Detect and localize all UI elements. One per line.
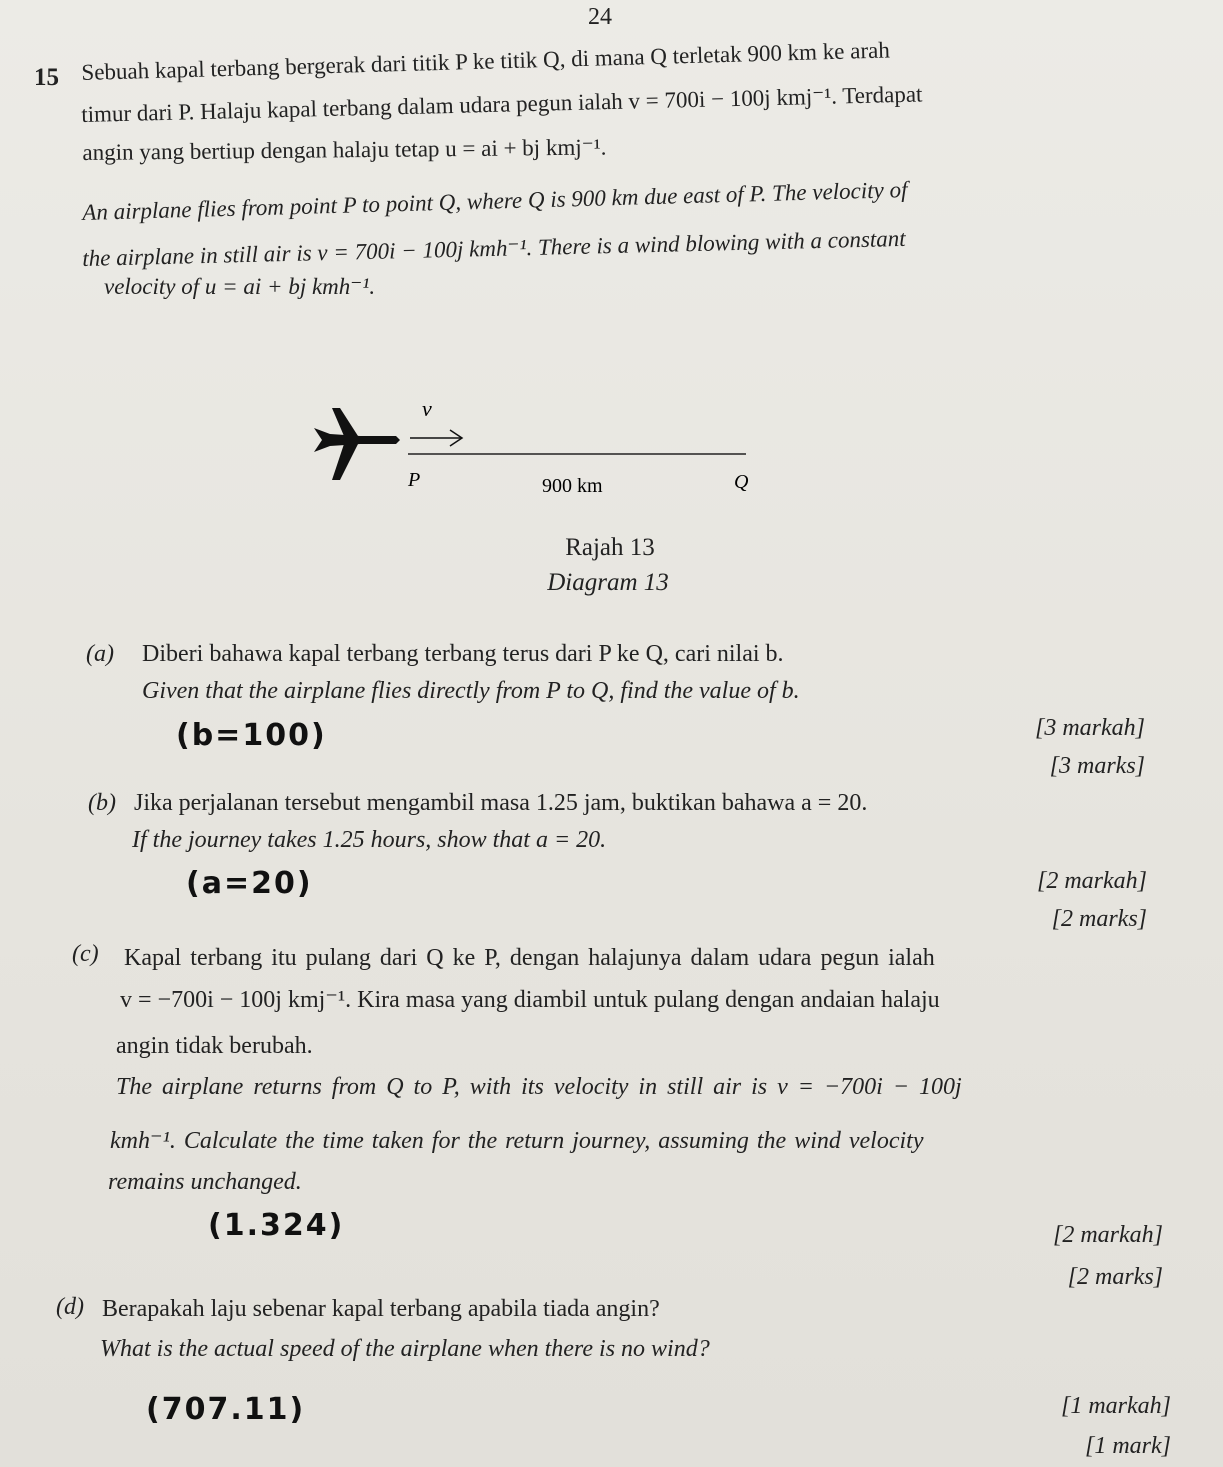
part-d-label: (d) bbox=[56, 1294, 84, 1320]
part-c-ms-line-1: Kapal terbang itu pulang dari Q ke P, dengan halajunya dalam udara pegun ialah bbox=[124, 945, 935, 971]
page-number: 24 bbox=[588, 4, 612, 30]
part-a-label: (a) bbox=[86, 641, 114, 667]
part-b-en: If the journey takes 1.25 hours, show that a = 20. bbox=[132, 827, 607, 853]
part-b-label: (b) bbox=[88, 790, 116, 816]
part-d-marks-ms: [1 markah] bbox=[1060, 1393, 1171, 1419]
part-c-label: (c) bbox=[72, 941, 99, 967]
part-b-marks-ms: [2 markah] bbox=[1036, 868, 1147, 894]
part-a-marks-ms: [3 markah] bbox=[1034, 715, 1145, 741]
part-a-answer: (b=100) bbox=[176, 718, 327, 753]
velocity-arrow bbox=[410, 430, 462, 446]
part-c-en-line-2: kmh⁻¹. Calculate the time taken for the return journey, assuming the wind velocity bbox=[110, 1128, 924, 1154]
diagram-13 bbox=[300, 390, 770, 510]
intro-en-line-2: the airplane in still air is v = 700i − 100j kmh⁻¹. There is a wind blowing with a constant bbox=[82, 225, 906, 271]
caption-en: Diagram 13 bbox=[547, 569, 669, 596]
distance-label: 900 km bbox=[542, 475, 603, 497]
airplane-icon bbox=[314, 408, 400, 480]
caption-ms: Rajah 13 bbox=[565, 534, 655, 561]
part-b-answer: (a=20) bbox=[186, 866, 313, 901]
part-c-en-line-1: The airplane returns from Q to P, with its velocity in still air is v = −700i − 100j bbox=[116, 1074, 962, 1100]
worksheet-page: 24 15 Sebuah kapal terbang bergerak dari titik P ke titik Q, di mana Q terletak 900 km ke arah timur dari P. Halaju kapal terbang dalam udara pegun ialah v = 700i − 100j kmj⁻¹. Terdapat angin yang bertiup dengan halaju tetap u = ai + bj kmj⁻¹. An airplane flies from point P to point Q, where Q is 900 km due east of P. The velocity of the airplane in still air is v = 700i − 100j kmh⁻¹. There is a wind blowing with a constant velocity of u = ai + bj kmh⁻¹. v P 900 km Q Rajah 13 Diagram 13 (a) Diberi bahawa kapal terbang terbang terus dari P ke Q, cari nilai b. Given that the airplane flies directly from P to Q, find the value of b. (b=100) [3 markah] [3 marks] (b) Jika perjalanan tersebut mengambil masa 1.25 jam, buktikan bahawa a = 20. If the journey takes 1.25 hours, show that a = 20. (a=20) [2 markah] [2 marks] (c) Kapal terbang itu pulang dari Q ke P, dengan halajunya dalam udara pegun ialah v = −700i − 100j kmj⁻¹. Kira masa yang diambil untuk pulang dengan andaian halaju angin tidak berubah. The airplane returns from Q to P, with its velocity in still air is v = −700i − 100j kmh⁻¹. Calculate the time taken for the return journey, assuming the wind velocity remains unchanged. (1.324) [2 markah] [2 marks] (d) Berapakah laju sebenar kapal terbang apabila tiada angin? What is the actual speed of the airplane when there is no wind? (707.11) [1 markah] [1 mark] bbox=[0, 0, 1223, 1467]
part-c-ms-line-2: v = −700i − 100j kmj⁻¹. Kira masa yang diambil untuk pulang dengan andaian halaju bbox=[120, 987, 940, 1013]
intro-en-line-1: An airplane flies from point P to point Q, where Q is 900 km due east of P. The velocity of bbox=[82, 176, 908, 225]
part-b-ms: Jika perjalanan tersebut mengambil masa 1.25 jam, buktikan bahawa a = 20. bbox=[134, 790, 868, 816]
point-q-label: Q bbox=[734, 471, 749, 493]
part-c-en-line-3: remains unchanged. bbox=[108, 1169, 302, 1195]
part-d-ms: Berapakah laju sebenar kapal terbang apabila tiada angin? bbox=[102, 1296, 660, 1322]
part-c-marks-en: [2 marks] bbox=[1067, 1264, 1163, 1290]
part-d-answer: (707.11) bbox=[146, 1392, 306, 1427]
part-c-answer: (1.324) bbox=[208, 1208, 345, 1243]
part-d-en: What is the actual speed of the airplane when there is no wind? bbox=[100, 1336, 710, 1362]
part-b-marks-en: [2 marks] bbox=[1051, 906, 1147, 932]
part-d-marks-en: [1 mark] bbox=[1084, 1433, 1171, 1459]
part-c-marks-ms: [2 markah] bbox=[1052, 1222, 1163, 1248]
vector-label: v bbox=[422, 396, 432, 421]
part-c-ms-line-3: angin tidak berubah. bbox=[116, 1033, 313, 1059]
part-a-en: Given that the airplane flies directly from P to Q, find the value of b. bbox=[142, 678, 800, 704]
question-number: 15 bbox=[34, 64, 59, 91]
part-a-ms: Diberi bahawa kapal terbang terbang terus dari P ke Q, cari nilai b. bbox=[142, 641, 784, 667]
part-a-marks-en: [3 marks] bbox=[1049, 753, 1145, 779]
intro-en-line-3: velocity of u = ai + bj kmh⁻¹. bbox=[104, 274, 376, 299]
point-p-label: P bbox=[408, 469, 421, 491]
